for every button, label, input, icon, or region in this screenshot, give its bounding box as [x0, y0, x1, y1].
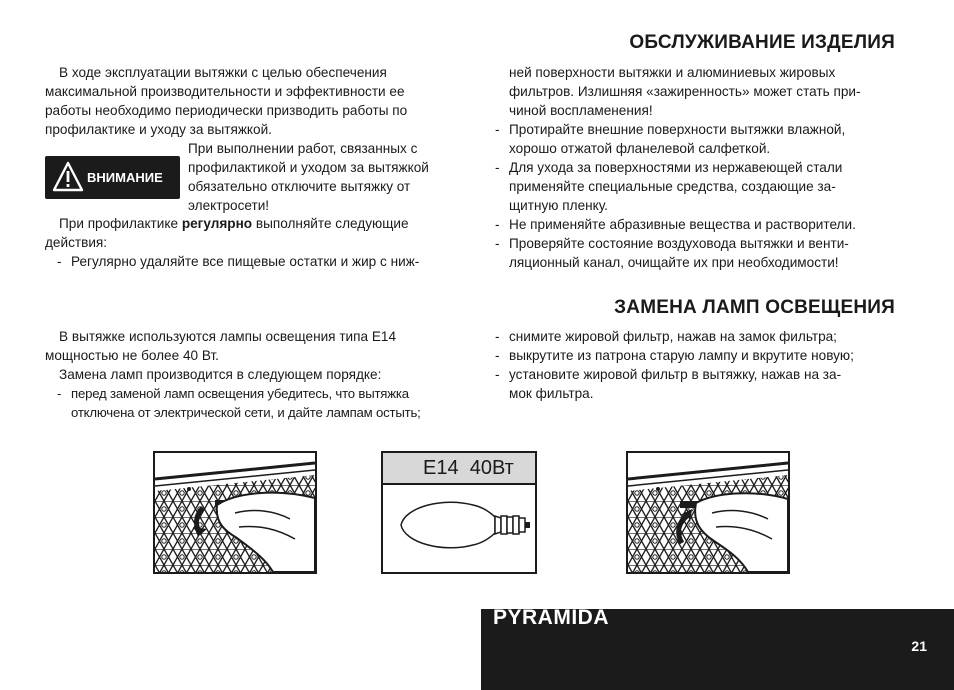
figure-remove-filter — [153, 451, 317, 574]
warning-triangle-icon — [52, 160, 84, 194]
list-item: - выкрутите из патрона старую лампу и вкрутите новую; — [495, 346, 895, 365]
warning-text — [188, 139, 459, 215]
figure-install-filter — [626, 451, 790, 574]
list-item-text: снимите жировой фильтр, нажав на замок фильтра; — [509, 329, 837, 344]
list-item: - установите жировой фильтр в вытяжку, нажав на за- мок фильтра. — [495, 365, 895, 403]
list-item-text: выкрутите из патрона старую лампу и вкрутите новую; — [509, 348, 854, 363]
list-item-text: ляционный канал, очищайте их при необходимости! — [509, 255, 839, 270]
warning-badge — [45, 156, 180, 199]
list-item: - Не применяйте абразивные вещества и растворители. — [495, 215, 895, 234]
lamp-line: Замена ламп производится в следующем порядке: — [59, 367, 382, 382]
page-number: 21 — [911, 638, 927, 654]
warning-label: ВНИМАНИЕ — [87, 170, 163, 185]
warning-line: профилактикой и уходом за вытяжкой — [188, 160, 429, 175]
regular-text: При профилактике — [59, 216, 182, 231]
maintenance-intro — [45, 63, 459, 139]
list-item: - Протирайте внешние поверхности вытяжки влажной, хорошо отжатой фланелевой салфеткой. — [495, 120, 895, 158]
list-item: - Для ухода за поверхностями из нержавеющей стали применяйте специальные средства, создающие за- щитную пленку. — [495, 158, 895, 215]
list-item-text: Регулярно удаляйте все пищевые остатки и жир с ниж- — [71, 254, 420, 269]
continuation-line: ней поверхности вытяжки и алюминиевых жировых — [509, 65, 836, 80]
section-title-lamp-replacement: ЗАМЕНА ЛАМП ОСВЕЩЕНИЯ — [614, 297, 895, 318]
list-item-text: Проверяйте состояние воздуховода вытяжки и венти- — [509, 236, 849, 251]
maintenance-right-column — [495, 63, 895, 272]
regular-text: выполняйте следующие — [252, 216, 409, 231]
regular-line: действия: — [45, 235, 108, 250]
lamp-line: В вытяжке используются лампы освещения типа E14 — [59, 329, 397, 344]
lamp-right-column — [495, 327, 895, 403]
brand-logo: PYRAMIDA — [493, 606, 610, 629]
figure-bulb — [381, 451, 537, 574]
list-item: - снимите жировой фильтр, нажав на замок фильтра; — [495, 327, 895, 346]
warning-line: обязательно отключите вытяжку от — [188, 179, 411, 194]
list-item-text: применяйте специальные средства, создающие за- — [509, 179, 836, 194]
list-item-text: Протирайте внешние поверхности вытяжки влажной, — [509, 122, 846, 137]
continuation-line: фильтров. Излишняя «зажиренность» может стать при- — [509, 84, 861, 99]
list-item-text: перед заменой ламп освещения убедитесь, что вытяжка — [71, 386, 409, 401]
list-item: - Регулярно удаляйте все пищевые остатки и жир с ниж- — [57, 252, 471, 271]
warning-line: электросети! — [188, 198, 270, 213]
regular-bold: регулярно — [181, 216, 253, 231]
warning-line: При выполнении работ, связанных с — [188, 141, 418, 156]
list-item: - перед заменой ламп освещения убедитесь, что вытяжка отключена от электрической сети, и дайте лампам остыть; — [57, 384, 473, 422]
intro-line: В ходе эксплуатации вытяжки с целью обеспечения — [59, 65, 387, 80]
list-item-text: хорошо отжатой фланелевой салфеткой. — [509, 141, 771, 156]
filter-latch-illustration — [155, 453, 315, 572]
candle-bulb-icon — [383, 485, 535, 572]
list-item-text: отключена от электрической сети, и дайте лампам остыть; — [71, 405, 421, 420]
list-item-text: щитную пленку. — [509, 198, 608, 213]
regular-actions — [45, 214, 459, 271]
intro-line: профилактике и уходу за вытяжкой. — [45, 122, 272, 137]
list-item: - Проверяйте состояние воздуховода вытяжки и венти- ляционный канал, очищайте их при необходимости! — [495, 234, 895, 272]
list-item-text: Не применяйте абразивные вещества и растворители. — [509, 217, 856, 232]
section-title-maintenance: ОБСЛУЖИВАНИЕ ИЗДЕЛИЯ — [629, 32, 895, 53]
intro-line: максимальной производительности и эффективности ее — [45, 84, 405, 99]
page-footer — [481, 606, 954, 690]
list-item-text: мок фильтра. — [509, 386, 594, 401]
list-item-text: установите жировой фильтр в вытяжку, нажав на за- — [509, 367, 842, 382]
lamp-line: мощностью не более 40 Вт. — [45, 348, 219, 363]
intro-line: работы необходимо периодически призводить работы по — [45, 103, 408, 118]
filter-install-illustration — [628, 453, 788, 572]
lamp-left-column — [45, 327, 459, 422]
bulb-label: E14 40Вт — [423, 457, 514, 479]
continuation-line: чиной воспламенения! — [509, 103, 653, 118]
list-item-text: Для ухода за поверхностями из нержавеющей стали — [509, 160, 843, 175]
